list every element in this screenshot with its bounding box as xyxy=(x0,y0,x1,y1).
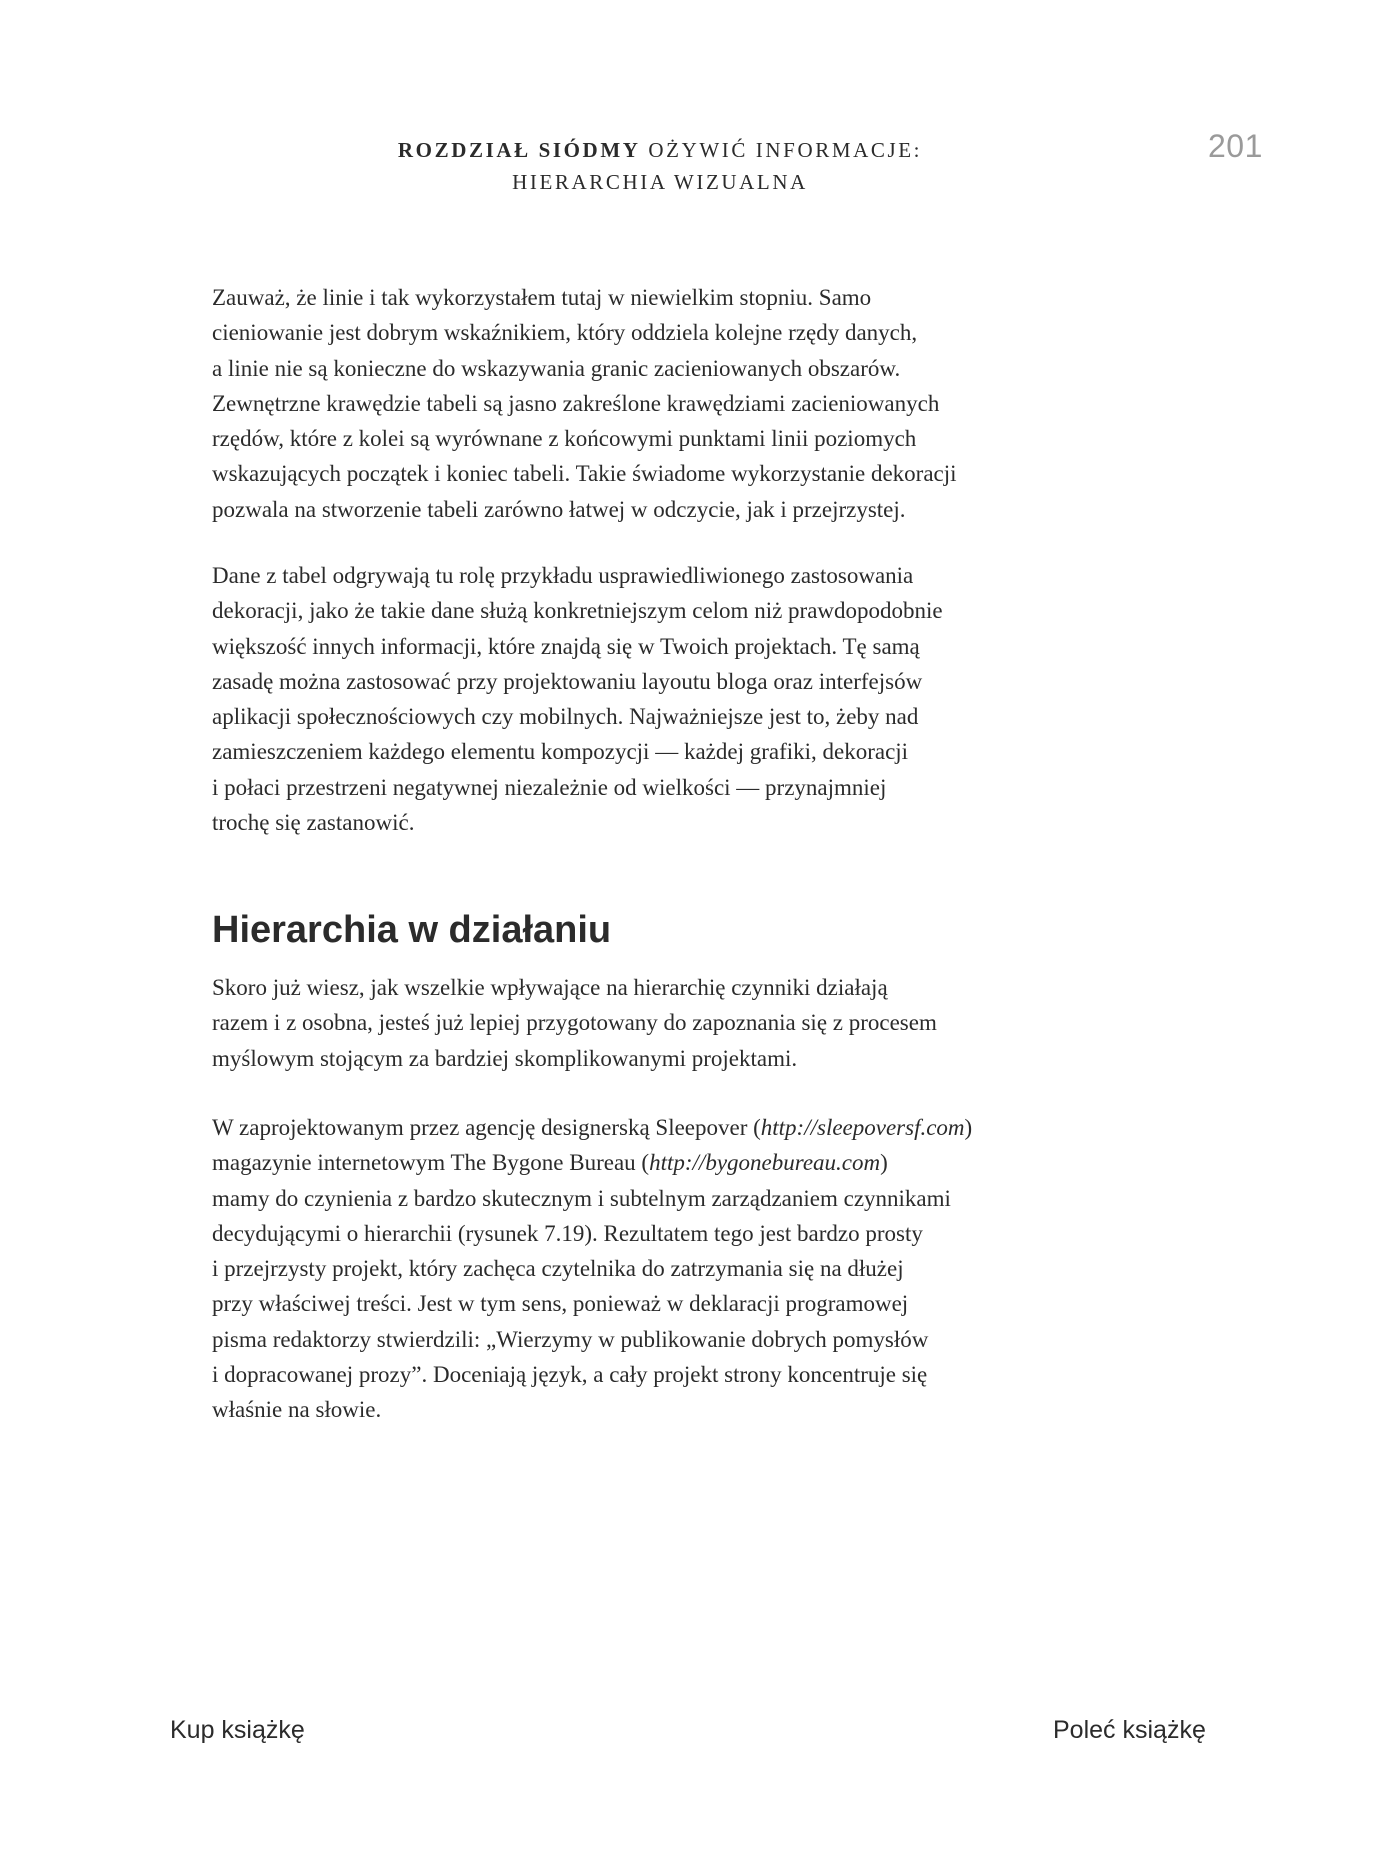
text-line: Zewnętrzne krawędzie tabeli są jasno zakreślone krawędziami zacieniowanych xyxy=(212,390,940,416)
text-line: dekoracji, jako że takie dane służą konkretniejszym celom niż prawdopodobnie xyxy=(212,598,943,624)
text-fragment: ) xyxy=(880,1150,888,1176)
text-line: Dane z tabel odgrywają tu rolę przykładu usprawiedliwionego zastosowania xyxy=(212,563,914,588)
text-line: rzędów, które z kolei są wyrównane z końcowymi punktami linii poziomych xyxy=(212,426,917,452)
paragraph xyxy=(212,970,937,1076)
text-line: i przejrzysty projekt, który zachęca czytelnika do zatrzymania się na dłużej xyxy=(212,1256,904,1282)
paragraph xyxy=(212,558,943,840)
url-bygone-bureau: http://bygonebureau.com xyxy=(649,1150,881,1176)
buy-book-link[interactable]: Kup książkę xyxy=(170,1716,305,1744)
text-line: decydującymi o hierarchii (rysunek 7.19). Rezultatem tego jest bardzo prosty xyxy=(212,1220,923,1246)
text-fragment: ) xyxy=(964,1115,973,1140)
text-line: większość innych informacji, które znajdą się w Twoich projektach. Tę samą xyxy=(212,633,920,659)
text-line xyxy=(212,1145,972,1180)
text-fragment: W zaprojektowanym przez agencję designerską Sleepover ( xyxy=(212,1115,761,1140)
text-line: Skoro już wiesz, jak wszelkie wpływające na hierarchię czynniki działają xyxy=(212,975,888,1000)
url-sleepover: http://sleepoversf.com xyxy=(760,1115,965,1140)
paragraph xyxy=(212,1110,972,1428)
text-line: Zauważ, że linie i tak wykorzystałem tutaj w niewielkim stopniu. Samo xyxy=(212,285,872,310)
chapter-title-part1: OŻYWIĆ INFORMACJE: xyxy=(648,138,923,162)
text-line xyxy=(212,1110,972,1145)
text-line: mamy do czynienia z bardzo skutecznym i subtelnym zarządzaniem czynnikami xyxy=(212,1185,951,1211)
recommend-book-link[interactable]: Poleć książkę xyxy=(1053,1716,1206,1744)
text-line: właśnie na słowie. xyxy=(212,1397,382,1423)
text-line: zamieszczeniem każdego elementu kompozycji — każdej grafiki, dekoracji xyxy=(212,739,909,765)
running-head xyxy=(250,134,1070,198)
text-line: i połaci przestrzeni negatywnej niezależnie od wielkości — przynajmniej xyxy=(212,774,887,800)
text-line: zasadę można zastosować przy projektowaniu layoutu bloga oraz interfejsów xyxy=(212,668,923,694)
text-line: przy właściwej treści. Jest w tym sens, ponieważ w deklaracji programowej xyxy=(212,1291,909,1317)
text-line: pisma redaktorzy stwierdzili: „Wierzymy w publikowanie dobrych pomysłów xyxy=(212,1326,929,1352)
text-line: aplikacji społecznościowych czy mobilnych. Najważniejsze jest to, żeby nad xyxy=(212,704,919,730)
section-heading: Hierarchia w działaniu xyxy=(212,909,612,951)
page-number: 201 xyxy=(1208,128,1263,164)
text-line: a linie nie są konieczne do wskazywania granic zacieniowanych obszarów. xyxy=(212,355,901,381)
paragraph xyxy=(212,280,957,527)
text-line: i dopracowanej prozy”. Doceniają język, a cały projekt strony koncentruje się xyxy=(212,1362,928,1388)
text-line: cieniowanie jest dobrym wskaźnikiem, który oddziela kolejne rzędy danych, xyxy=(212,320,918,346)
text-line: pozwala na stworzenie tabeli zarówno łatwej w odczycie, jak i przejrzystej. xyxy=(212,496,906,522)
text-line: wskazujących początek i koniec tabeli. Takie świadome wykorzystanie dekoracji xyxy=(212,461,957,487)
text-line: myślowym stojącym za bardziej skomplikowanymi projektami. xyxy=(212,1045,798,1071)
running-head-line-1 xyxy=(250,134,1070,166)
text-fragment: magazynie internetowym The Bygone Bureau ( xyxy=(212,1150,650,1176)
text-line: trochę się zastanowić. xyxy=(212,810,415,836)
text-line: razem i z osobna, jesteś już lepiej przygotowany do zapoznania się z procesem xyxy=(212,1010,937,1036)
chapter-label: ROZDZIAŁ SIÓDMY xyxy=(397,138,641,162)
chapter-title-part2: HIERARCHIA WIZUALNA xyxy=(512,170,808,194)
